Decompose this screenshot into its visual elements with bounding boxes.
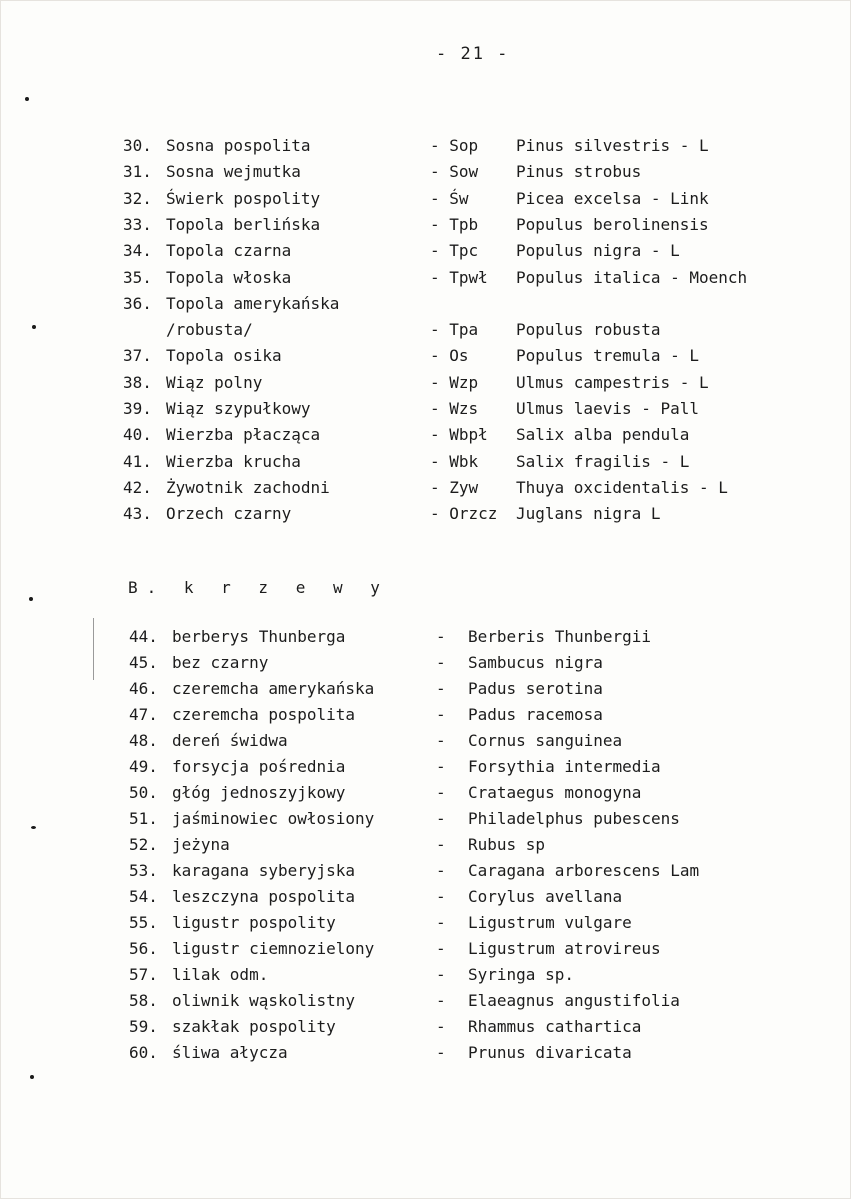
entry-number: 33. — [123, 214, 152, 234]
abbreviation-code: - Tpwł — [430, 267, 488, 287]
shrub-entry — [0, 939, 851, 963]
abbreviation-code: - Os — [430, 346, 469, 366]
margin-mark — [25, 97, 29, 101]
latin-name: Elaeagnus angustifolia — [468, 991, 680, 1010]
entry-number: 50. — [129, 783, 158, 802]
separator-dash: - — [436, 991, 446, 1010]
entry-number: 56. — [129, 939, 158, 958]
entry-number: 35. — [123, 267, 152, 287]
margin-mark — [32, 325, 36, 329]
separator-dash: - — [436, 965, 446, 984]
latin-name: Corylus avellana — [468, 887, 623, 906]
latin-name: Ligustrum vulgare — [468, 913, 632, 932]
entry-number: 45. — [129, 653, 158, 672]
entry-number: 58. — [129, 991, 158, 1010]
polish-name: Topola włoska — [166, 267, 292, 287]
separator-dash: - — [436, 1043, 446, 1062]
latin-name: Populus nigra - L — [516, 241, 680, 261]
latin-name: Sambucus nigra — [468, 653, 603, 672]
tree-entry — [0, 189, 851, 213]
shrub-entry — [0, 627, 851, 651]
shrub-entry — [0, 1043, 851, 1067]
latin-name: Rubus sp — [468, 835, 546, 854]
margin-pencil-line — [93, 618, 94, 680]
abbreviation-code: - Orzcz — [430, 504, 498, 524]
polish-name: głóg jednoszyjkowy — [172, 783, 346, 802]
latin-name: Caragana arborescens Lam — [468, 861, 700, 880]
polish-name: bez czarny — [172, 653, 269, 672]
abbreviation-code: - Św — [430, 188, 469, 208]
tree-entry — [0, 268, 851, 292]
shrub-entry — [0, 965, 851, 989]
latin-name: Ulmus campestris - L — [516, 372, 709, 392]
entry-number: 60. — [129, 1043, 158, 1062]
tree-entry — [0, 346, 851, 370]
latin-name: Prunus divaricata — [468, 1043, 632, 1062]
polish-name: Topola amerykańska — [166, 293, 340, 313]
shrub-entry — [0, 991, 851, 1015]
tree-entry — [0, 241, 851, 265]
polish-name: Wierzba krucha — [166, 451, 301, 471]
tree-entry — [0, 425, 851, 449]
tree-entry — [0, 504, 851, 528]
polish-name: lilak odm. — [172, 965, 269, 984]
entry-number: 39. — [123, 399, 152, 418]
tree-entry — [0, 162, 851, 186]
latin-name: Juglans nigra L — [516, 504, 661, 524]
abbreviation-code: - Wzs — [430, 399, 479, 418]
polish-name: Topola berlińska — [166, 214, 321, 234]
shrub-entry — [0, 809, 851, 833]
separator-dash: - — [436, 653, 446, 672]
page-number: - 21 - — [436, 44, 510, 64]
polish-name: Żywotnik zachodni — [166, 477, 330, 497]
entry-number: 30. — [123, 136, 152, 155]
entry-number: 31. — [123, 162, 152, 182]
polish-name: oliwnik wąskolistny — [172, 991, 356, 1010]
entry-number: 49. — [129, 757, 158, 776]
tree-entry — [0, 320, 851, 344]
polish-name: forsycja pośrednia — [172, 757, 346, 776]
entry-number: 44. — [129, 627, 158, 646]
latin-name: Pinus silvestris - L — [516, 136, 709, 155]
polish-name: Orzech czarny — [166, 504, 292, 524]
entry-number: 36. — [123, 293, 152, 313]
tree-entry — [0, 215, 851, 239]
entry-number: 34. — [123, 241, 152, 261]
shrub-entry — [0, 1017, 851, 1041]
polish-name: jaśminowiec owłosiony — [172, 809, 375, 828]
polish-name: Topola osika — [166, 346, 282, 366]
polish-name: berberys Thunberga — [172, 627, 346, 646]
separator-dash: - — [436, 887, 446, 906]
latin-name: Syringa sp. — [468, 965, 574, 984]
polish-name: Sosna pospolita — [166, 136, 311, 155]
margin-mark — [31, 826, 36, 829]
latin-name: Ligustrum atrovireus — [468, 939, 661, 958]
shrub-entry — [0, 731, 851, 755]
entry-number: 37. — [123, 346, 152, 366]
shrub-entry — [0, 679, 851, 703]
polish-name: czeremcha pospolita — [172, 705, 356, 724]
entry-number: 55. — [129, 913, 158, 932]
polish-name: Wierzba płacząca — [166, 425, 321, 445]
separator-dash: - — [436, 731, 446, 750]
latin-name: Ulmus laevis - Pall — [516, 399, 700, 418]
tree-entry — [0, 478, 851, 502]
shrub-entry — [0, 913, 851, 937]
entry-number: 38. — [123, 372, 152, 392]
entry-number: 53. — [129, 861, 158, 880]
separator-dash: - — [436, 913, 446, 932]
entry-number: 42. — [123, 477, 152, 497]
latin-name: Crataegus monogyna — [468, 783, 642, 802]
latin-name: Berberis Thunbergii — [468, 627, 652, 646]
shrub-entry — [0, 783, 851, 807]
entry-number: 59. — [129, 1017, 158, 1036]
shrub-entry — [0, 705, 851, 729]
latin-name: Padus serotina — [468, 679, 603, 698]
shrub-entry — [0, 861, 851, 885]
margin-mark — [29, 597, 33, 601]
latin-name: Populus italica - Moench — [516, 267, 748, 287]
entry-number: 51. — [129, 809, 158, 828]
latin-name: Salix alba pendula — [516, 425, 690, 445]
tree-entry — [0, 399, 851, 423]
entry-number: 57. — [129, 965, 158, 984]
separator-dash: - — [436, 835, 446, 854]
abbreviation-code: - Sow — [430, 162, 479, 182]
abbreviation-code: - Wbk — [430, 451, 479, 471]
latin-name: Forsythia intermedia — [468, 757, 661, 776]
latin-name: Populus robusta — [516, 320, 661, 340]
entry-number: 32. — [123, 188, 152, 208]
polish-name: Sosna wejmutka — [166, 162, 301, 182]
shrub-entry — [0, 653, 851, 677]
entry-number: 43. — [123, 504, 152, 524]
polish-name: jeżyna — [172, 835, 230, 854]
latin-name: Thuya oxcidentalis - L — [516, 477, 728, 497]
latin-name: Cornus sanguinea — [468, 731, 623, 750]
separator-dash: - — [436, 679, 446, 698]
separator-dash: - — [436, 705, 446, 724]
polish-name: ligustr pospolity — [172, 913, 336, 932]
abbreviation-code: - Tpc — [430, 241, 479, 261]
polish-name: Świerk pospolity — [166, 188, 321, 208]
latin-name: Populus tremula - L — [516, 346, 700, 366]
separator-dash: - — [436, 783, 446, 802]
latin-name: Padus racemosa — [468, 705, 603, 724]
separator-dash: - — [436, 1017, 446, 1036]
polish-name: /robusta/ — [166, 320, 253, 340]
abbreviation-code: - Zyw — [430, 477, 479, 497]
latin-name: Salix fragilis - L — [516, 451, 690, 471]
tree-entry — [0, 452, 851, 476]
polish-name: Wiąz polny — [166, 372, 263, 392]
separator-dash: - — [436, 627, 446, 646]
latin-name: Picea excelsa - Link — [516, 188, 709, 208]
entry-number: 46. — [129, 679, 158, 698]
polish-name: ligustr ciemnozielony — [172, 939, 375, 958]
separator-dash: - — [436, 939, 446, 958]
polish-name: śliwa ałycza — [172, 1043, 288, 1062]
polish-name: dereń świdwa — [172, 731, 288, 750]
shrub-entry — [0, 835, 851, 859]
shrub-entry — [0, 757, 851, 781]
tree-entry — [0, 136, 851, 160]
abbreviation-code: - Tpb — [430, 214, 479, 234]
abbreviation-code: - Wzp — [430, 372, 479, 392]
separator-dash: - — [436, 809, 446, 828]
separator-dash: - — [436, 757, 446, 776]
latin-name: Populus berolinensis — [516, 214, 709, 234]
latin-name: Pinus strobus — [516, 162, 642, 182]
latin-name: Philadelphus pubescens — [468, 809, 680, 828]
entry-number: 54. — [129, 887, 158, 906]
polish-name: Wiąz szypułkowy — [166, 399, 311, 418]
section-b-heading: B. k r z e w y — [128, 578, 389, 597]
entry-number: 52. — [129, 835, 158, 854]
polish-name: karagana syberyjska — [172, 861, 356, 880]
polish-name: Topola czarna — [166, 241, 292, 261]
polish-name: szakłak pospolity — [172, 1017, 336, 1036]
entry-number: 48. — [129, 731, 158, 750]
separator-dash: - — [436, 861, 446, 880]
abbreviation-code: - Tpa — [430, 320, 479, 340]
tree-entry — [0, 373, 851, 397]
entry-number: 40. — [123, 425, 152, 445]
margin-mark — [30, 1075, 34, 1079]
abbreviation-code: - Wbpł — [430, 425, 488, 445]
latin-name: Rhammus cathartica — [468, 1017, 642, 1036]
polish-name: czeremcha amerykańska — [172, 679, 375, 698]
entry-number: 41. — [123, 451, 152, 471]
tree-entry — [0, 294, 851, 318]
polish-name: leszczyna pospolita — [172, 887, 356, 906]
abbreviation-code: - Sop — [430, 136, 479, 155]
entry-number: 47. — [129, 705, 158, 724]
shrub-entry — [0, 887, 851, 911]
